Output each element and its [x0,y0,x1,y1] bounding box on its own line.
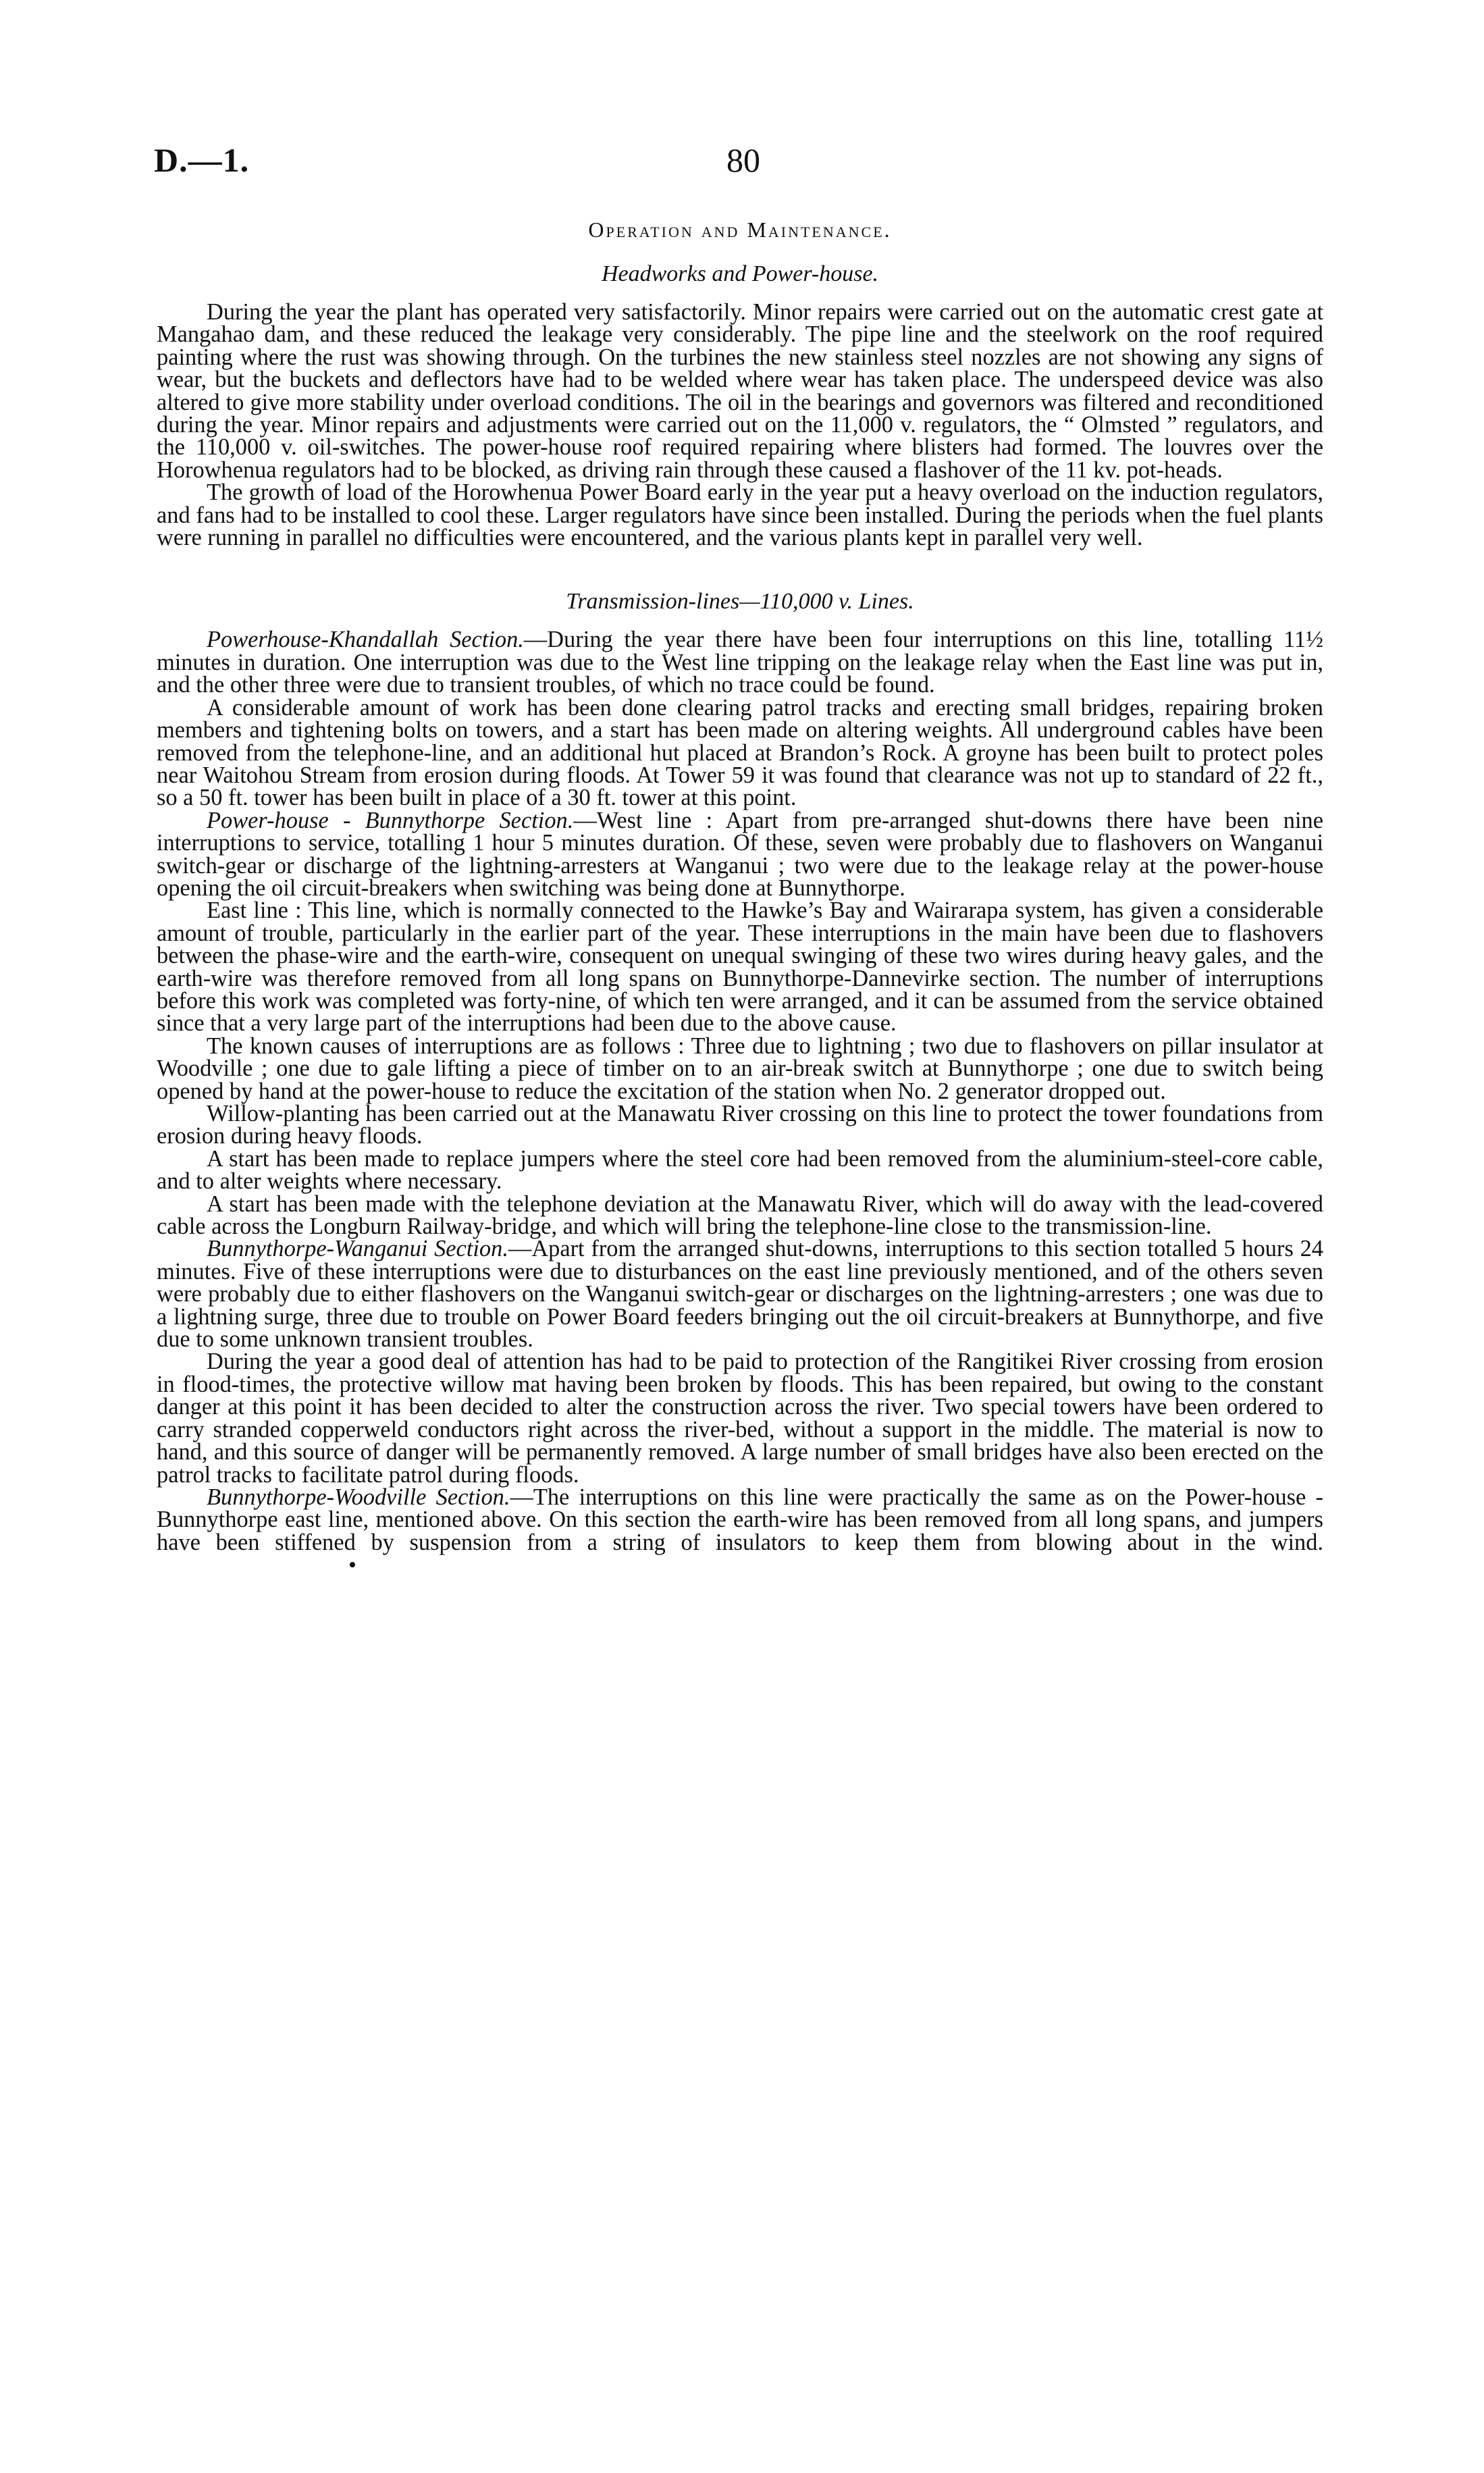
transmission-paragraph: A start has been made to replace jumpers where the steel core had been removed from the aluminium-steel-core cable, and to alter weights where necessary. [157,1145,1323,1195]
document-id: D.—1. [154,141,250,179]
transmission-paragraph: The known causes of interruptions are as follows : Three due to lightning ; two due to flashovers on pillar insulator at Woodville ; one due to gale lifting a piece of timber on to an air-break switch at Bunnythorpe ; one due to switch being opened by hand at the power-house to reduce the excitation of the station when No. 2 generator dropped out. [157,1033,1323,1104]
headworks-paragraph: During the year the plant has operated very satisfactorily. Minor repairs were carried out on the automatic crest gate at Mangahao dam, and these reduced the leakage very considerably. The pipe line and the steelwork on the roof required painting where the rust was showing through. On the turbines the new stainless steel nozzles are not showing any signs of wear, but the buckets and deflectors have had to be welded where wear has taken place. The underspeed device was also altered to give more stability under overload conditions. The oil in the bearings and governors was filtered and reconditioned during the year. Minor repairs and adjustments were carried out on the 11,000 v. regulators, the “ Olmsted ” regulators, and the 110,000 v. oil-switches. The power-house roof required repairing where blisters had formed. The louvres over the Horowhenua regulators had to be blocked, as driving rain through these caused a flashover of the 11 kv. pot-heads. [157,299,1323,483]
wanganui-text: —Apart from the arranged shut-downs, interruptions to this section totalled 5 hours 24 minutes. Five of these interruptions were due to disturbances on the east line previously mentioned, and of the others seven were probably due to either flashovers on the Wanganui switch-gear or discharges on the lightning-arresters ; one was due to a lightning surge, three due to trouble on Power Board feeders bringing out the oil circuit-breakers at Bunnythorpe, and five due to some unknown transient troubles. [157,1236,1323,1353]
bunnythorpe-paragraph [157,807,1323,901]
transmission-paragraph: East line : This line, which is normally connected to the Hawke’s Bay and Wairarapa system, has given a considerable amount of trouble, particularly in the earlier part of the year. These interruptions in the main have been due to flashovers between the phase-wire and the earth-wire, consequent on unequal swinging of these two wires during heavy gales, and the earth-wire was therefore removed from all long spans on Bunnythorpe-Dannevirke section. The number of interruptions before this work was completed was forty-nine, of which ten were arranged, and it can be assumed from the service obtained since that a very large part of the interruptions had been due to the above cause. [157,897,1323,1037]
end-mark: • [348,1553,356,1578]
transmission-paragraph: A start has been made with the telephone deviation at the Manawatu River, which will do away with the lead-covered cable across the Longburn Railway-bridge, and which will bring the telephone-line close to the transmission-line. [157,1191,1323,1240]
khandallah-paragraph [157,629,1323,696]
khandallah-text: —During the year there have been four interruptions on this line, totalling 11½ minutes in duration. One interruption was due to the West line tripping on the leakage relay when the East line was put in, and the other three were due to transient troubles, of which no trace could be found. [157,627,1324,698]
wanganui-heading: Bunnythorpe-Wanganui Section. [207,1236,508,1262]
headworks-title: Headworks and Power-house. [601,261,879,286]
transmission-title: Transmission-lines—110,000 v. Lines. [566,589,914,615]
transmission-paragraph: During the year a good deal of attention has had to be paid to protection of the Rangitikei River crossing from erosion in flood-times, the protective willow mat having been broken by floods. This has been repaired, but owing to the constant danger at this point it has been decided to alter the construction across the river. Two special towers have been ordered to carry stranded copperweld conductors right across the river-bed, without a support in the middle. The material is now to hand, and this source of danger will be permanently removed. A large number of small bridges have also been erected on the patrol tracks to facilitate patrol during floods. [157,1349,1323,1488]
wanganui-paragraph [157,1238,1323,1351]
headworks-paragraph: The growth of load of the Horowhenua Power Board early in the year put a heavy overload on the induction regulators, and fans had to be installed to cool these. Larger regulators have since been installed. During the periods when the fuel plants were running in parallel no difficulties were encountered, and the various plants kept in parallel very well. [157,479,1323,551]
woodville-heading: Bunnythorpe-Woodville Section. [207,1484,510,1510]
page-number: 80 [726,141,760,179]
woodville-paragraph [157,1486,1323,1577]
page-header [0,140,1484,188]
transmission-paragraph: A considerable amount of work has been done clearing patrol tracks and erecting small bridges, repairing broken members and tightening bolts on towers, and a start has been made on altering weights. All underground cables have been removed from the telephone-line, and an additional hut placed at Brandon’s Rock. A groyne has been built to protect poles near Waitohou Stream from erosion during floods. At Tower 59 it was found that clearance was not up to standard of 22 ft., so a 50 ft. tower has been built in place of a 30 ft. tower at this point. [157,694,1323,811]
bunnythorpe-heading: Power-house - Bunnythorpe Section. [207,807,574,833]
woodville-text: —The interruptions on this line were practically the same as on the Power-house - Bunnythorpe east line, mentioned above. On this section the earth-wire has been removed from all long spans, and jumpers have been stiffened by suspension from a string of insulators to keep them from blowing about in the wind. [157,1484,1323,1555]
khandallah-heading: Powerhouse-Khandallah Section. [207,627,524,653]
section-title: Operation and Maintenance. [588,217,892,242]
bunnythorpe-text: —West line : Apart from pre-arranged shut-downs there have been nine interruptions to service, totalling 1 hour 5 minutes duration. Of these, seven were probably due to flashovers on Wanganui switch-gear or discharge of the lightning-arresters at Wanganui ; two were due to the leakage relay at the power-house opening the oil circuit-breakers when switching was being done at Bunnythorpe. [157,807,1323,901]
page-body [157,215,1323,1577]
transmission-paragraph: Willow-planting has been carried out at the Manawatu River crossing on this line to protect the tower foundations from erosion during heavy floods. [157,1101,1323,1149]
